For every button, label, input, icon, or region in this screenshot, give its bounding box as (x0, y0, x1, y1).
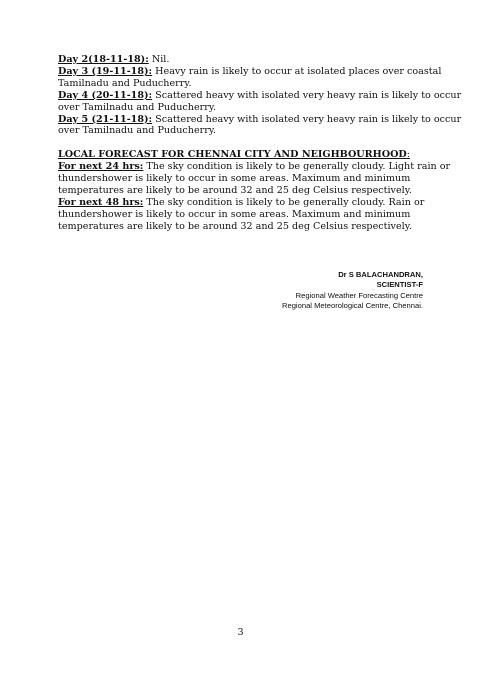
signatory-centre: Regional Meteorological Centre, Chennai. (282, 301, 423, 311)
signatory-designation: SCIENTIST-F (376, 280, 423, 290)
day-5-label: Day 5 (21-11-18): (58, 113, 153, 125)
next-48-hrs-label: For next 48 hrs: (58, 196, 144, 208)
local-forecast-heading-colon: : (406, 149, 410, 161)
day-4-label: Day 4 (20-11-18): (58, 89, 153, 101)
next-24-hrs-text: The sky condition is likely to be generally cloudy. Light rain or thundershower is likely to occur in some areas. Maximum and minimum temperatures are likely to be around 32 and 25 deg Celsius respectively. (58, 161, 451, 197)
day-5-forecast (58, 114, 468, 138)
day-2-text: Nil. (148, 54, 170, 65)
day-3-text: Heavy rain is likely to occur at isolated places over coastal Tamilnadu and Puducherry. (58, 65, 442, 89)
day-2-forecast (58, 54, 468, 66)
next-24-hrs-forecast (58, 161, 468, 197)
signature-block (282, 270, 423, 312)
local-forecast-heading-text: LOCAL FORECAST FOR CHENNAI CITY AND NEIGHBOURHOOD (58, 149, 407, 161)
page-number: 3 (237, 627, 244, 638)
next-24-hrs-label: For next 24 hrs: (58, 161, 144, 173)
day-4-text: Scattered heavy with isolated very heavy rain is likely to occur over Tamilnadu and Puducherry. (58, 89, 462, 113)
next-48-hrs-text: The sky condition is likely to be generally cloudy. Rain or thundershower is likely to occur in some areas. Maximum and minimum temperatures are likely to be around 32 and 25 deg Celsius respectively. (58, 196, 425, 232)
day-5-text: Scattered heavy with isolated very heavy rain is likely to occur over Tamilnadu and Puducherry. (58, 113, 462, 137)
day-2-label: Day 2(18-11-18): (58, 54, 149, 65)
signatory-name: Dr S BALACHANDRAN, (338, 270, 423, 279)
forecast-body (58, 54, 468, 233)
day-4-forecast (58, 90, 468, 114)
day-3-label: Day 3 (19-11-18): (58, 65, 153, 77)
local-forecast-heading (58, 149, 468, 161)
next-48-hrs-forecast (58, 197, 468, 233)
signatory-office: Regional Weather Forecasting Centre (295, 290, 423, 300)
day-3-forecast (58, 66, 468, 90)
